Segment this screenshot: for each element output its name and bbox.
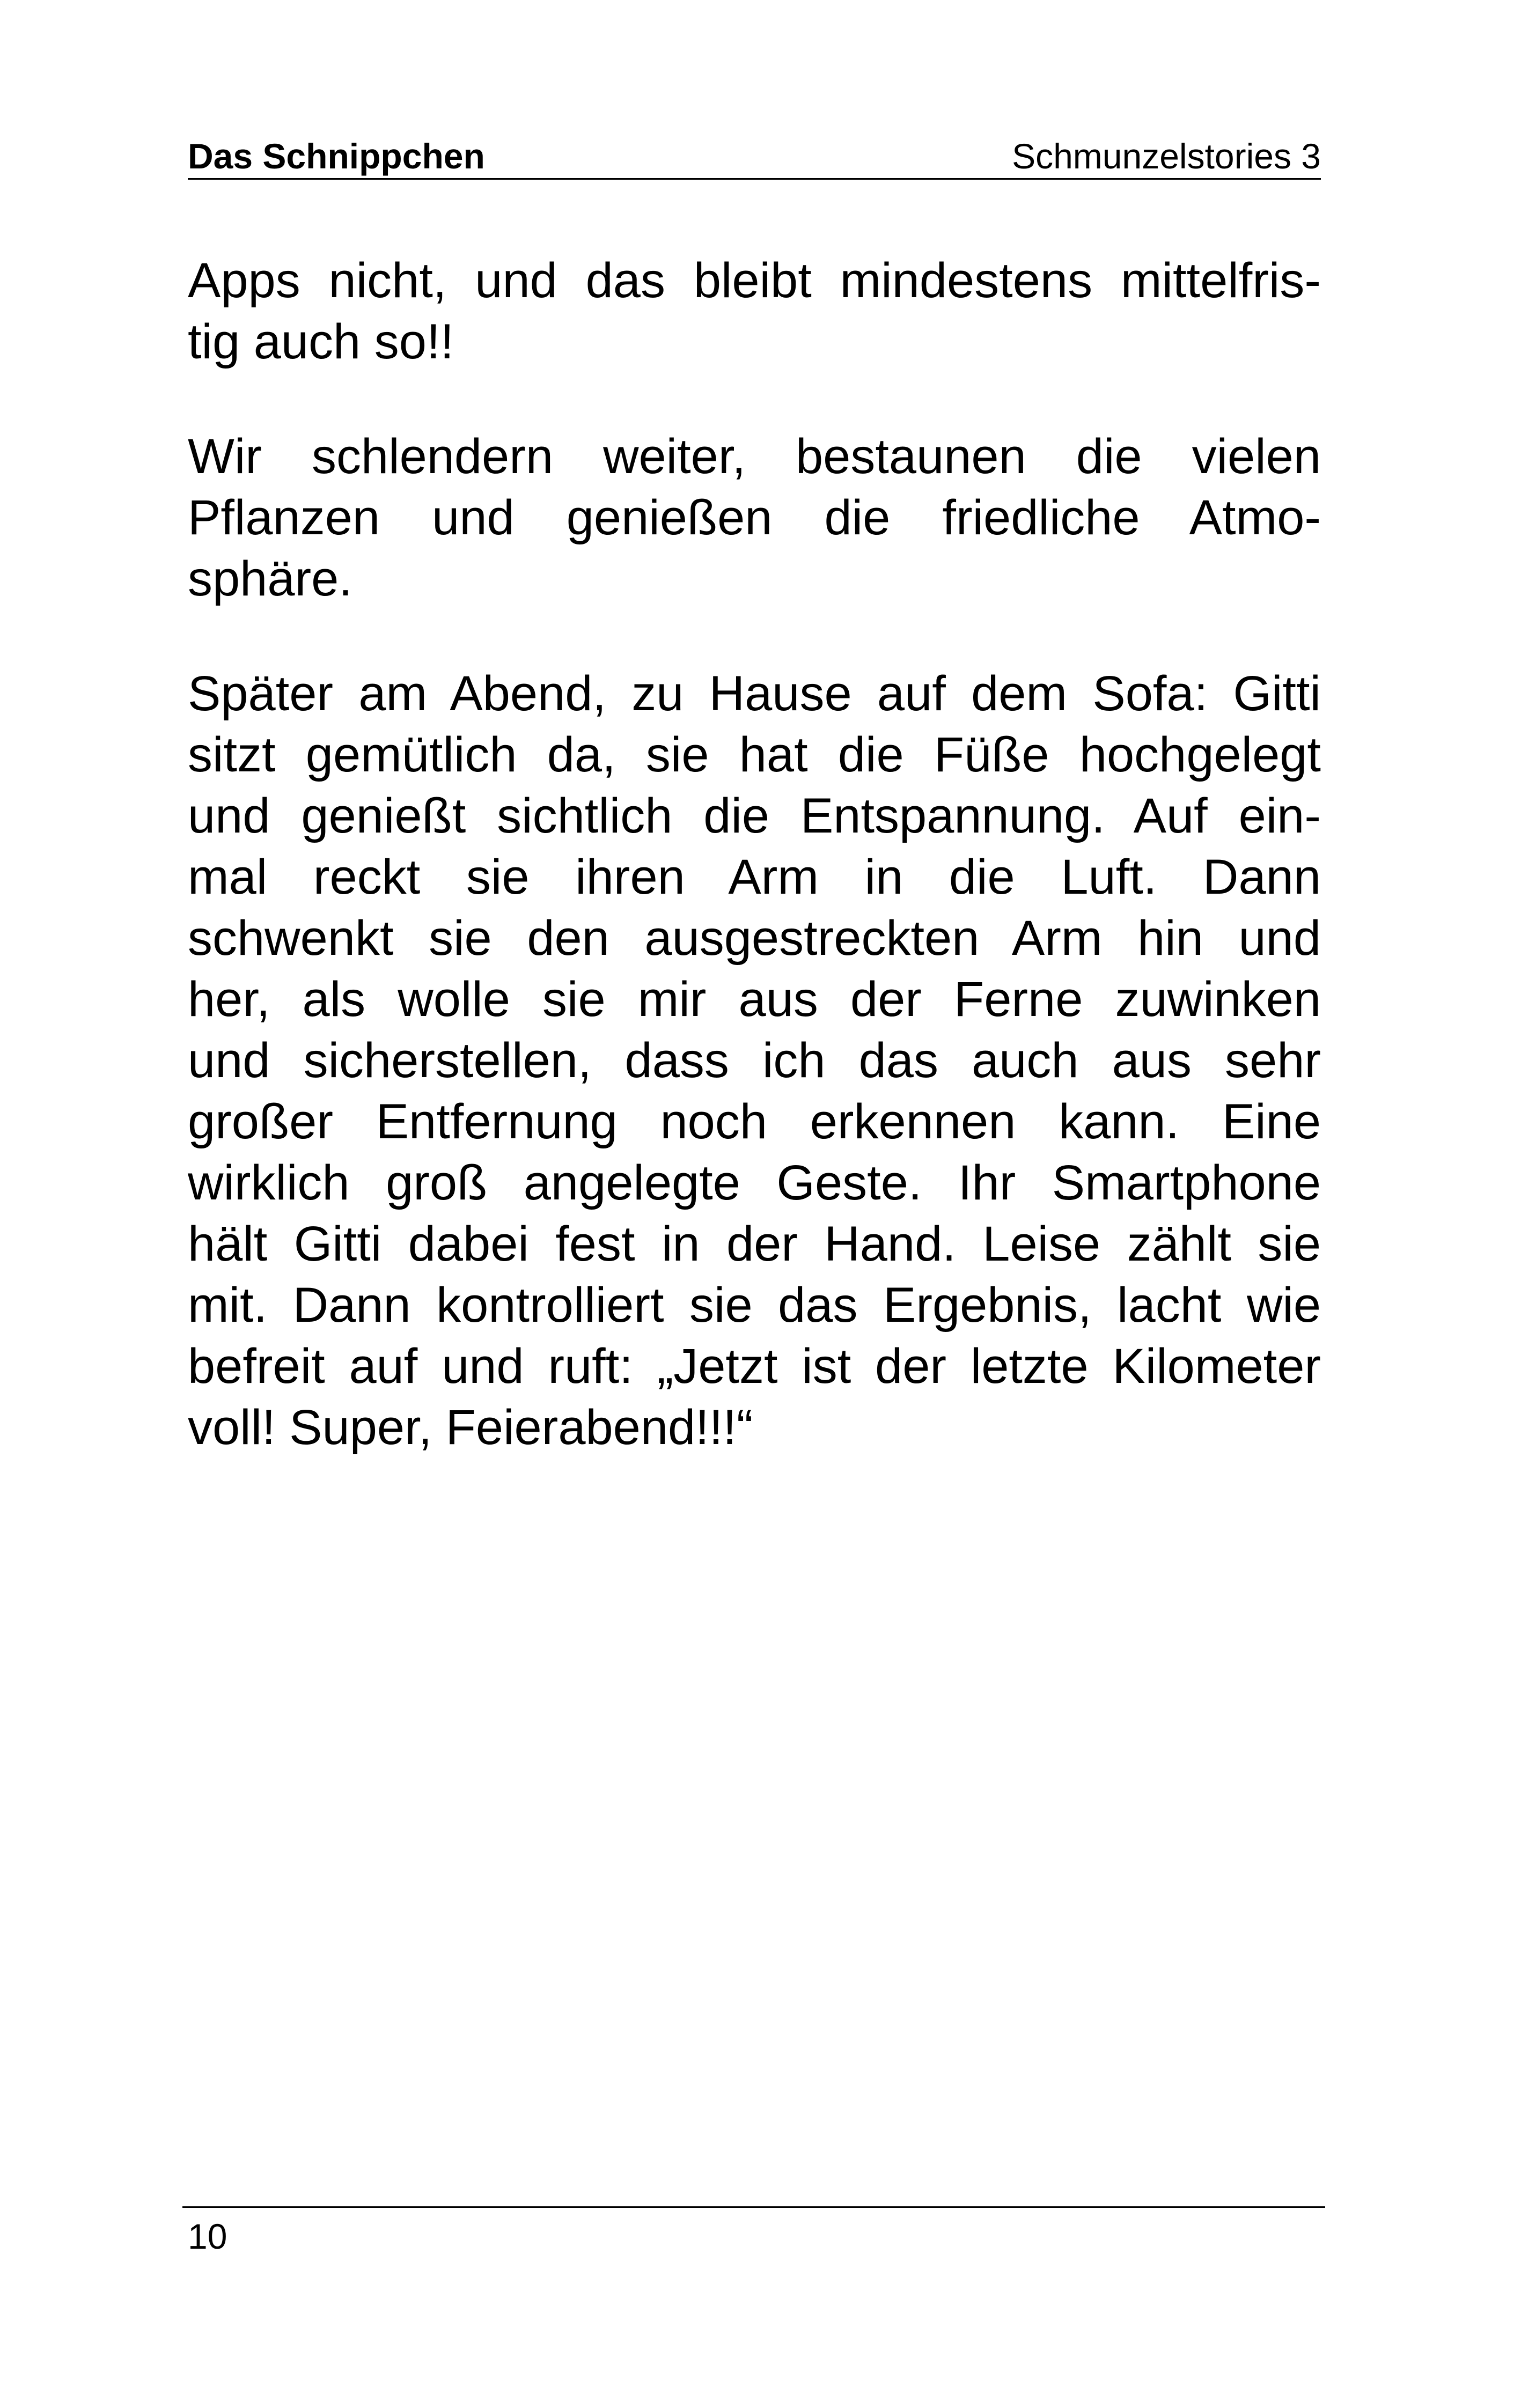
text-line: Wir schlendern weiter, bestaunen die vielen bbox=[188, 429, 1321, 484]
chapter-title: Das Schnippchen bbox=[188, 136, 485, 176]
text-line: mal reckt sie ihren Arm in die Luft. Dann bbox=[188, 850, 1321, 904]
body-text bbox=[188, 250, 1321, 1512]
paragraph-3 bbox=[188, 663, 1321, 1458]
text-line: schwenkt sie den ausgestreckten Arm hin und bbox=[188, 911, 1321, 966]
text-line: mit. Dann kontrolliert sie das Ergebnis, lacht wie bbox=[188, 1278, 1321, 1332]
page-number: 10 bbox=[188, 2216, 227, 2256]
paragraph-2 bbox=[188, 426, 1321, 609]
text-line: wirklich groß angelegte Geste. Ihr Smartphone bbox=[188, 1155, 1321, 1210]
running-header bbox=[188, 129, 1321, 180]
text-line: und genießt sichtlich die Entspannung. Auf ein- bbox=[188, 789, 1321, 843]
text-line: und sicherstellen, dass ich das auch aus sehr bbox=[188, 1033, 1321, 1088]
text-line: voll! Super, Feierabend!!!“ bbox=[188, 1400, 753, 1455]
text-line: Pflanzen und genießen die friedliche Atmo- bbox=[188, 490, 1321, 545]
text-line: her, als wolle sie mir aus der Ferne zuwinken bbox=[188, 972, 1321, 1027]
paragraph-1 bbox=[188, 250, 1321, 372]
text-line: Später am Abend, zu Hause auf dem Sofa: Gitti bbox=[188, 666, 1321, 721]
text-line: befreit auf und ruft: „Jetzt ist der letzte Kilometer bbox=[188, 1339, 1321, 1394]
text-line: großer Entfernung noch erkennen kann. Eine bbox=[188, 1094, 1321, 1149]
text-line: hält Gitti dabei fest in der Hand. Leise zählt sie bbox=[188, 1217, 1321, 1271]
text-line: sitzt gemütlich da, sie hat die Füße hochgelegt bbox=[188, 727, 1321, 782]
text-line: tig auch so!! bbox=[188, 314, 454, 369]
book-title: Schmunzelstories 3 bbox=[1012, 136, 1321, 176]
text-line: sphäre. bbox=[188, 551, 352, 606]
text-line: Apps nicht, und das bleibt mindestens mittelfris- bbox=[188, 253, 1321, 308]
running-footer bbox=[182, 2206, 1325, 2267]
